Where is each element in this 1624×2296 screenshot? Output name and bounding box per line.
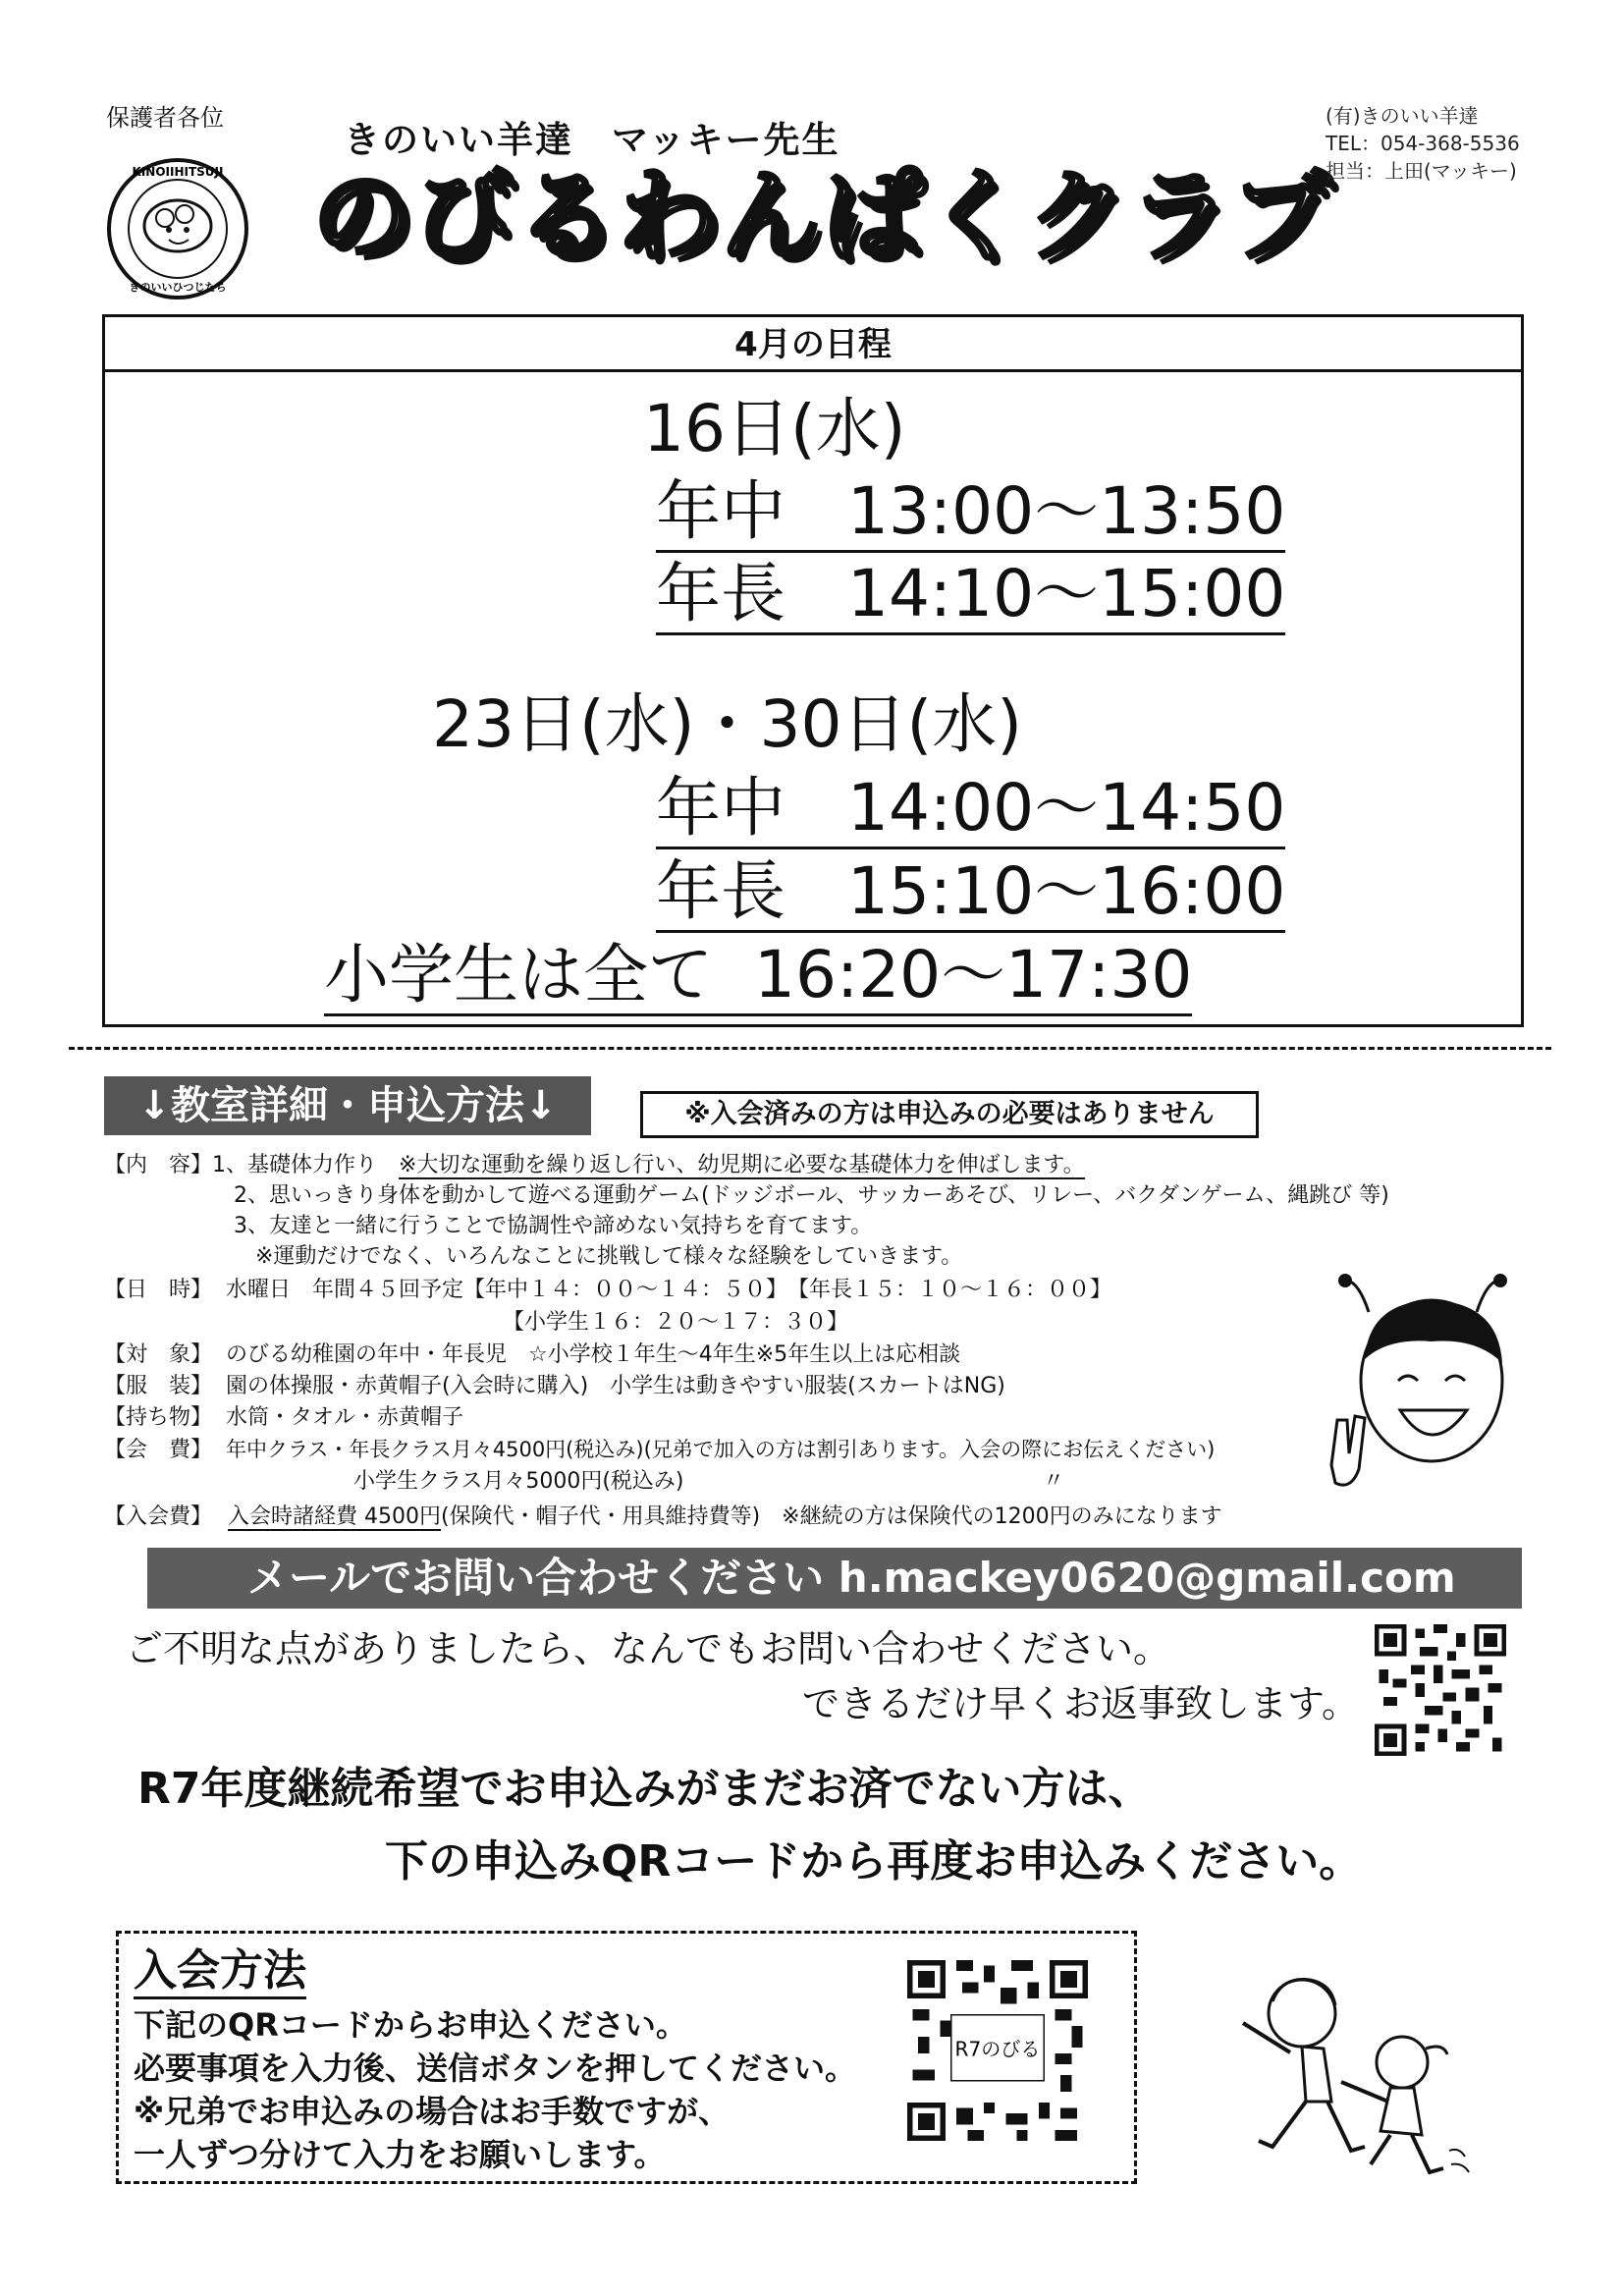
schedule-time: 13:00〜13:50 [846,473,1286,549]
addressee: 保護者各位 [106,104,224,132]
datetime-value-elementary: 【小学生１６：２０〜１７：３０】 [503,1310,849,1335]
qr-code-contact[interactable] [1375,1624,1506,1756]
fee-label: 【会 費】 [104,1438,213,1462]
children-illustration [1233,1954,1489,2180]
entry-fee-value: 入会時諸経費 4500円(保険代・帽子代・用具維持費等) ※継続の方は保険代の1200円のみになります [228,1504,1222,1529]
schedule-time: 14:00〜14:50 [846,770,1286,846]
details-title: ↓教室詳細・申込方法↓ [104,1076,591,1135]
schedule-time: 16:20〜17:30 [753,937,1193,1012]
schedule-grade: 小学生は全て [324,937,713,1012]
clothes-label: 【服 装】 [104,1374,213,1398]
organization-info [1326,102,1520,185]
content-note: ※運動だけでなく、いろんなことに挑戦して様々な経験をしていきます。 [255,1244,963,1269]
schedule-heading: 4月の日程 [105,317,1521,372]
qr-label: R7のびる [954,2037,1041,2061]
ditto-mark: 〃 [1043,1469,1065,1494]
schedule-time: 14:10〜15:00 [846,556,1286,631]
join-line-2: 必要事項を入力後、送信ボタンを押してください。 [134,2050,857,2087]
schedule-grade: 年中 [656,770,785,846]
email-contact-bar [147,1548,1522,1609]
schedule-grade: 年長 [656,853,785,929]
schedule-row [656,770,1286,849]
logo-top-text: KINOIIHITSUJI [132,165,224,179]
teacher-illustration [1329,1273,1526,1495]
email-address[interactable]: h.mackey0620@gmail.com [838,1554,1456,1602]
org-name: (有)きのいい羊達 [1326,104,1479,128]
qr-code-application[interactable] [907,1960,1088,2141]
content-item-2: 2、思いっきり身体を動かして遊べる運動ゲーム(ドッジボール、サッカーあそび、リレー、バクダンゲーム、縄跳び 等) [234,1183,1389,1208]
schedule-day-1: 16日(水) [643,391,906,466]
logo-bottom-text: きのいいひつじたち [129,281,227,294]
schedule-row [656,473,1286,553]
main-title: のびるわんぱくクラブ [312,159,1333,276]
contact-line-1: ご不明な点がありましたら、なんでもお問い合わせください。 [126,1627,1171,1670]
org-contact: 担当：上田(マッキー) [1326,159,1517,183]
schedule-time: 15:10〜16:00 [846,853,1286,929]
datetime-value: 水曜日 年間４５回予定【年中１４：００〜１４：５０】 【年長１５：１０〜１６：００】 [226,1278,1112,1302]
join-title: 入会方法 [134,1946,306,1999]
join-line-3: ※兄弟でお申込みの場合はお手数ですが、 [134,2093,731,2130]
schedule-grade: 年長 [656,556,785,631]
clothes-value: 園の体操服・赤黄帽子(入会時に購入) 小学生は動きやすい服装(スカートはNG) [226,1374,1005,1398]
section-divider [69,1047,1551,1050]
items-label: 【持ち物】 [104,1405,213,1430]
email-label: メールでお問い合わせください [247,1554,825,1602]
renewal-line-1: R7年度継続希望でお申込みがまだお済でない方は、 [137,1764,1152,1814]
contact-line-2: できるだけ早くお返事致します。 [802,1682,1359,1725]
entry-fee-label: 【入会費】 [104,1504,213,1529]
items-value: 水筒・タオル・赤黄帽子 [226,1405,464,1430]
fee-value-preschool: 年中クラス・年長クラス月々4500円(税込み)(兄弟で加入の方は割引あります。入会の際にお伝えください) [226,1438,1216,1461]
datetime-label: 【日 時】 [104,1278,213,1302]
content-item-1: 1、基礎体力作り ※大切な運動を繰り返し行い、幼児期に必要な基礎体力を伸ばします。 [212,1153,1085,1177]
content-item-3: 3、友達と一緒に行うことで協調性や諦めない気持ちを育てます。 [234,1214,873,1238]
content-label: 【内 容】 [104,1153,213,1177]
subtitle: きのいい羊達 マッキー先生 [344,119,840,161]
schedule-day-2: 23日(水)・30日(水) [432,686,1022,762]
schedule-row [656,556,1286,635]
kinoii-logo [106,157,249,301]
fee-value-elementary: 小学生クラス月々5000円(税込み) [353,1469,684,1494]
renewal-line-2: 下の申込みQRコードから再度お申込みください。 [385,1836,1363,1886]
schedule-grade: 年中 [656,473,785,549]
join-line-4: 一人ずつ分けて入力をお願いします。 [134,2136,666,2173]
schedule-row [656,853,1286,933]
notice-box: ※入会済みの方は申込みの必要はありません [640,1091,1259,1138]
org-tel: TEL：054-368-5536 [1326,132,1520,155]
target-label: 【対 象】 [104,1342,213,1367]
schedule-row [324,937,1193,1016]
target-value: のびる幼稚園の年中・年長児 ☆小学校１年生〜4年生※5年生以上は応相談 [226,1342,961,1367]
join-line-1: 下記のQRコードからお申込ください。 [134,2006,687,2044]
content-item-1-note: ※大切な運動を繰り返し行い、幼児期に必要な基礎体力を伸ばします。 [399,1153,1085,1177]
